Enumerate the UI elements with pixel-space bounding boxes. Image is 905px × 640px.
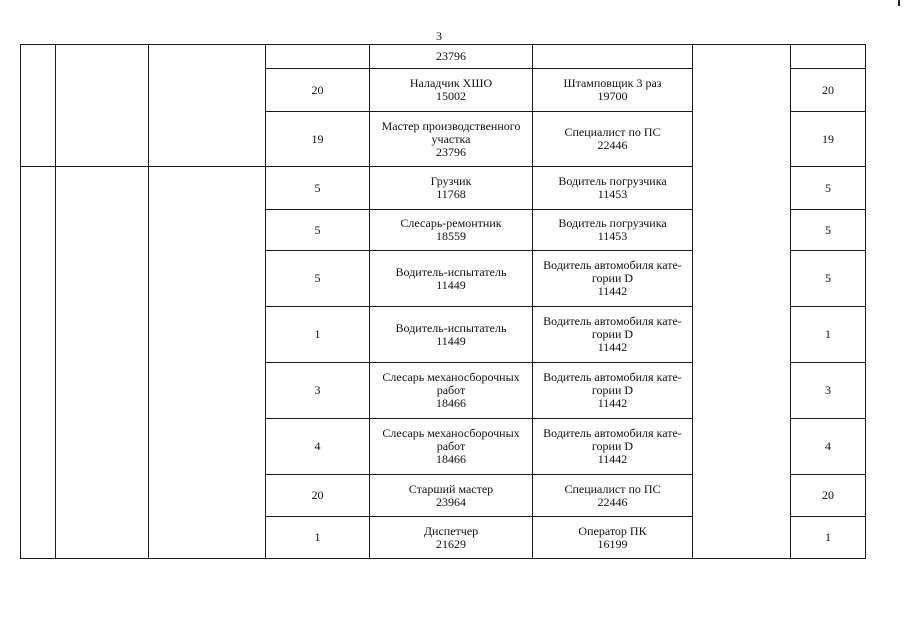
edge-mark [898, 0, 900, 6]
from-profession-cell [370, 419, 533, 475]
empty-gap-cell [693, 112, 791, 167]
to-profession-cell [533, 251, 693, 307]
empty-group-cell [56, 363, 149, 419]
to-profession-cell [533, 45, 693, 69]
empty-group-cell [149, 167, 266, 210]
empty-group-cell [56, 251, 149, 307]
to-profession-title: Водитель автомобиля кате- [543, 314, 682, 328]
to-profession-title: Водитель погрузчика [558, 216, 667, 230]
to-profession-cell [533, 307, 693, 363]
empty-group-cell [21, 307, 56, 363]
from-profession-cell [370, 251, 533, 307]
from-profession-code: 18466 [436, 396, 466, 410]
empty-group-cell [56, 45, 149, 69]
count-cell-right: 5 [791, 167, 866, 210]
table-row [21, 210, 866, 251]
empty-group-cell [21, 112, 56, 167]
count-cell-left: 20 [266, 475, 370, 517]
from-profession-title: Старший мастер [408, 481, 494, 496]
empty-gap-cell [693, 475, 791, 517]
count-cell-right: 5 [791, 210, 866, 251]
from-profession-code: 18466 [436, 452, 466, 466]
to-profession-code: 11453 [597, 187, 628, 201]
empty-group-cell [21, 167, 56, 210]
empty-group-cell [149, 419, 266, 475]
from-profession-title: участка [431, 131, 471, 146]
empty-gap-cell [693, 69, 791, 112]
from-profession-title: Мастер производственного [381, 118, 521, 133]
from-profession-cell [370, 475, 533, 517]
reassignment-table [20, 44, 866, 559]
from-profession-cell [370, 45, 533, 69]
to-profession-cell [533, 112, 693, 167]
empty-group-cell [149, 112, 266, 167]
empty-group-cell [149, 307, 266, 363]
empty-group-cell [149, 517, 266, 559]
to-profession-cell [533, 69, 693, 112]
to-profession-title: Штамповщик 3 раз [563, 76, 662, 90]
to-profession-title: Водитель автомобиля кате- [543, 258, 682, 272]
from-profession-cell [370, 517, 533, 559]
from-profession-code: 23964 [436, 494, 466, 509]
from-profession-cell [370, 210, 533, 251]
empty-group-cell [21, 363, 56, 419]
count-cell-left: 20 [266, 69, 370, 112]
table-row [21, 307, 866, 363]
count-cell-left: 5 [266, 210, 370, 251]
count-cell-right: 20 [791, 69, 866, 112]
empty-group-cell [56, 112, 149, 167]
to-profession-title: Оператор ПК [578, 523, 647, 538]
from-profession-code: 23796 [436, 144, 466, 159]
table-row [21, 363, 866, 419]
from-profession-title: работ [436, 439, 466, 453]
empty-group-cell [21, 251, 56, 307]
count-cell-left: 19 [266, 112, 370, 167]
from-profession-code: 11449 [436, 277, 466, 292]
to-profession-code: 22446 [597, 494, 628, 509]
from-profession-title: Грузчик [430, 174, 472, 188]
from-profession-code: 18559 [436, 229, 466, 243]
empty-group-cell [56, 307, 149, 363]
empty-gap-cell [693, 363, 791, 419]
empty-gap-cell [693, 517, 791, 559]
table-row [21, 517, 866, 559]
to-profession-cell [533, 517, 693, 559]
empty-group-cell [21, 45, 56, 69]
empty-group-cell [56, 210, 149, 251]
empty-group-cell [21, 517, 56, 559]
empty-group-cell [21, 69, 56, 112]
to-profession-title: гории D [591, 383, 634, 397]
table-row [21, 45, 866, 69]
from-profession-title: Водитель-испытатель [395, 264, 507, 279]
count-cell-right [791, 45, 866, 69]
empty-group-cell [56, 167, 149, 210]
count-cell-left: 3 [266, 363, 370, 419]
from-profession-title: Водитель-испытатель [395, 320, 507, 335]
from-profession-code: 15002 [436, 89, 466, 103]
empty-group-cell [56, 517, 149, 559]
from-profession-code: 11449 [436, 333, 466, 348]
to-profession-code: 11453 [597, 229, 628, 243]
to-profession-code: 11442 [597, 340, 628, 354]
from-profession-cell [370, 69, 533, 112]
to-profession-code: 16199 [597, 536, 628, 551]
to-profession-cell [533, 210, 693, 251]
count-cell-right: 3 [791, 363, 866, 419]
count-cell-right: 1 [791, 517, 866, 559]
table-row [21, 69, 866, 112]
empty-group-cell [56, 419, 149, 475]
count-cell-right: 4 [791, 419, 866, 475]
count-cell-right: 19 [791, 112, 866, 167]
to-profession-title: гории D [591, 327, 634, 341]
empty-group-cell [21, 475, 56, 517]
from-profession-cell [370, 363, 533, 419]
to-profession-code: 11442 [597, 396, 628, 410]
empty-gap-cell [693, 307, 791, 363]
table-row [21, 112, 866, 167]
count-cell-right: 20 [791, 475, 866, 517]
empty-group-cell [56, 69, 149, 112]
from-profession-cell [370, 167, 533, 210]
count-cell-left: 5 [266, 167, 370, 210]
from-profession-title: Слесарь-ремонтник [400, 216, 502, 230]
from-profession-cell [370, 307, 533, 363]
empty-gap-cell [693, 45, 791, 69]
to-profession-cell [533, 419, 693, 475]
count-cell-left: 5 [266, 251, 370, 307]
empty-group-cell [149, 45, 266, 69]
empty-group-cell [21, 210, 56, 251]
empty-group-cell [21, 419, 56, 475]
count-cell-left: 1 [266, 307, 370, 363]
count-cell-left: 4 [266, 419, 370, 475]
to-profession-cell [533, 475, 693, 517]
to-profession-code: 22446 [597, 138, 628, 152]
from-profession-title: Слесарь механосборочных [382, 370, 520, 384]
empty-group-cell [149, 475, 266, 517]
count-cell-left [266, 45, 370, 69]
from-profession-code: 21629 [436, 536, 466, 551]
table-row [21, 475, 866, 517]
to-profession-code: 11442 [597, 284, 628, 298]
table-row [21, 251, 866, 307]
empty-group-cell [149, 69, 266, 112]
to-profession-title: Специалист по ПС [564, 481, 661, 496]
count-cell-right: 5 [791, 251, 866, 307]
empty-gap-cell [693, 251, 791, 307]
to-profession-title: гории D [591, 271, 634, 285]
table-row [21, 419, 866, 475]
from-profession-code: 11768 [436, 187, 466, 201]
count-cell-right: 1 [791, 307, 866, 363]
table-body [21, 45, 866, 559]
empty-group-cell [149, 251, 266, 307]
to-profession-title: Водитель автомобиля кате- [543, 370, 682, 384]
from-profession-title: работ [436, 383, 466, 397]
from-profession-title: Слесарь механосборочных [382, 426, 520, 440]
empty-gap-cell [693, 167, 791, 210]
to-profession-cell [533, 167, 693, 210]
to-profession-cell [533, 363, 693, 419]
to-profession-title: Водитель погрузчика [558, 174, 667, 188]
to-profession-title: Специалист по ПС [564, 125, 661, 139]
from-profession-code: 23796 [436, 49, 466, 63]
empty-group-cell [56, 475, 149, 517]
empty-gap-cell [693, 419, 791, 475]
table-row [21, 167, 866, 210]
to-profession-title: гории D [591, 439, 634, 453]
to-profession-code: 11442 [597, 452, 628, 466]
count-cell-left: 1 [266, 517, 370, 559]
from-profession-title: Диспетчер [423, 523, 479, 538]
from-profession-title: Наладчик ХШО [409, 76, 493, 90]
empty-gap-cell [693, 210, 791, 251]
to-profession-code: 19700 [597, 89, 628, 103]
page-number: 3 [436, 29, 442, 43]
to-profession-title: Водитель автомобиля кате- [543, 426, 682, 440]
empty-group-cell [149, 363, 266, 419]
empty-group-cell [149, 210, 266, 251]
from-profession-cell [370, 112, 533, 167]
